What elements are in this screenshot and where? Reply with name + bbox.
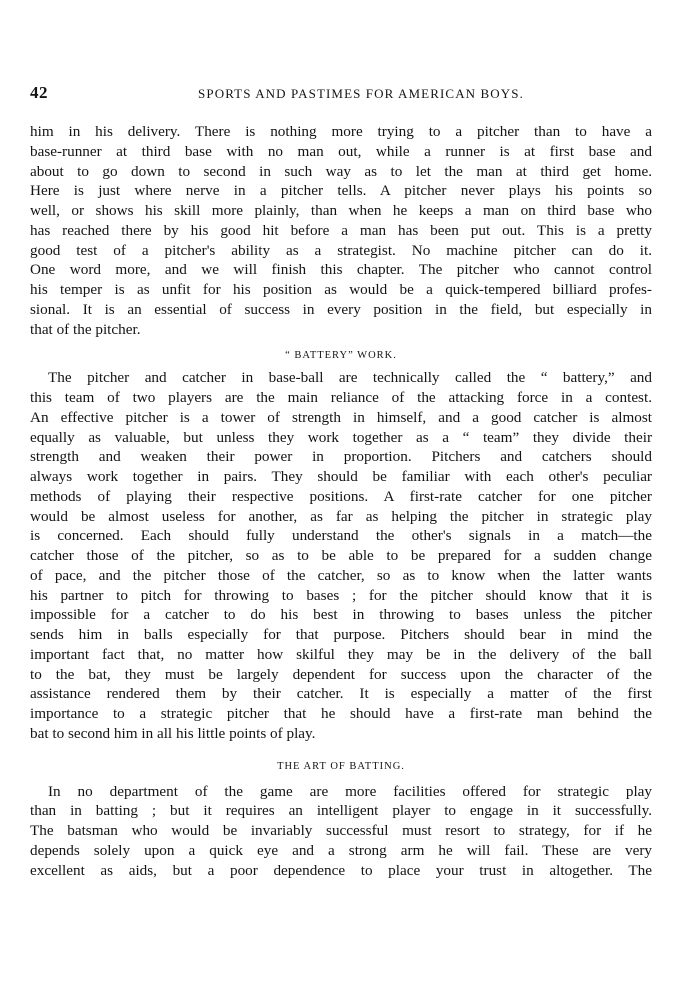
text-line: his temper is as unfit for his position as would be a quick-tempered billiard profes- [30, 281, 652, 298]
text-line: bat to second him in all his little points of play. [30, 724, 316, 742]
text-line: assistance rendered them by their catcher. It is especially a matter of the first [30, 685, 652, 703]
text-line: his partner to pitch for throwing to bases ; for the pitcher should know that it is [30, 586, 652, 604]
text-line: of pace, and the pitcher those of the catcher, so as to know when the latter wants [30, 566, 652, 584]
text-line: to the bat, they must be largely dependent for success upon the character of the [30, 665, 652, 683]
text-line: In no department of the game are more facilities offered for strategic play [48, 782, 652, 800]
text-line: than in batting ; but it requires an intelligent player to engage in it successfully. [30, 802, 652, 820]
text-line: that of the pitcher. [30, 320, 141, 338]
text-line: excellent as aids, but a poor dependence to place your trust in altogether. The [30, 861, 652, 879]
text-line: sends him in balls especially for that purpose. Pitchers should bear in mind the [30, 626, 652, 643]
text-line: sional. It is an essential of success in every position in the field, but especially in [30, 300, 652, 318]
text-line: strength and weaken their power in proportion. Pitchers and catchers should [30, 448, 652, 466]
text-line: depends solely upon a quick eye and a strong arm he will fail. These are very [30, 841, 652, 859]
text-line: importance to a strategic pitcher that he should have a first-rate man behind the [30, 705, 652, 722]
text-line: well, or shows his skill more plainly, than when he keeps a man on third base who [30, 202, 652, 219]
text-line: The pitcher and catcher in base-ball are technically called the “ battery,” and [48, 369, 652, 387]
running-head: SPORTS AND PASTIMES FOR AMERICAN BOYS. [198, 86, 524, 101]
text-line: impossible for a catcher to do his best in throwing to bases unless the pitcher [30, 606, 652, 624]
text-line: important fact that, no matter how skilful they may be in the delivery of the ball [30, 645, 652, 663]
page-header [30, 83, 652, 107]
text-line: this team of two players are the main reliance of the attacking force in a contest. [30, 389, 652, 406]
text-line: methods of playing their respective positions. A first-rate catcher for one pitcher [30, 487, 652, 505]
text-line: would be almost useless for another, as far as helping the pitcher in strategic play [30, 507, 652, 525]
heading-battery-work: “ BATTERY” WORK. [285, 350, 397, 362]
text-line: always work together in pairs. They should be familiar with each other's peculiar [30, 468, 652, 485]
text-line: good test of a pitcher's ability as a strategist. No machine pitcher can do it. [30, 241, 652, 259]
paragraph-2 [30, 368, 652, 743]
paragraph-1 [30, 122, 652, 339]
heading-art-of-batting: THE ART OF BATTING. [277, 760, 405, 772]
text-line: Here is just where nerve in a pitcher tells. A pitcher never plays his points so [30, 182, 652, 200]
body-text [30, 122, 652, 880]
text-line: catcher those of the pitcher, so as to be able to be prepared for a sudden change [30, 547, 652, 564]
text-line: him in his delivery. There is nothing more trying to a pitcher than to have a [30, 123, 652, 140]
paragraph-3 [30, 782, 652, 881]
text-line: The batsman who would be invariably successful must resort to strategy, for if he [30, 822, 652, 839]
text-line: One word more, and we will finish this chapter. The pitcher who cannot control [30, 261, 652, 279]
text-line: An effective pitcher is a tower of strength in himself, and a good catcher is almost [30, 408, 652, 426]
text-line: is concerned. Each should fully understand the other's signals in a match—the [30, 527, 652, 545]
text-line: equally as valuable, but unless they work together as a “ team” they divide their [30, 428, 652, 446]
text-line: about to go down to second in such way as to let the man at third get home. [30, 162, 652, 180]
page-number: 42 [30, 83, 48, 102]
text-line: has reached there by his good hit before a man has been put out. This is a pretty [30, 221, 652, 239]
text-line: base-runner at third base with no man out, while a runner is at first base and [30, 142, 652, 160]
